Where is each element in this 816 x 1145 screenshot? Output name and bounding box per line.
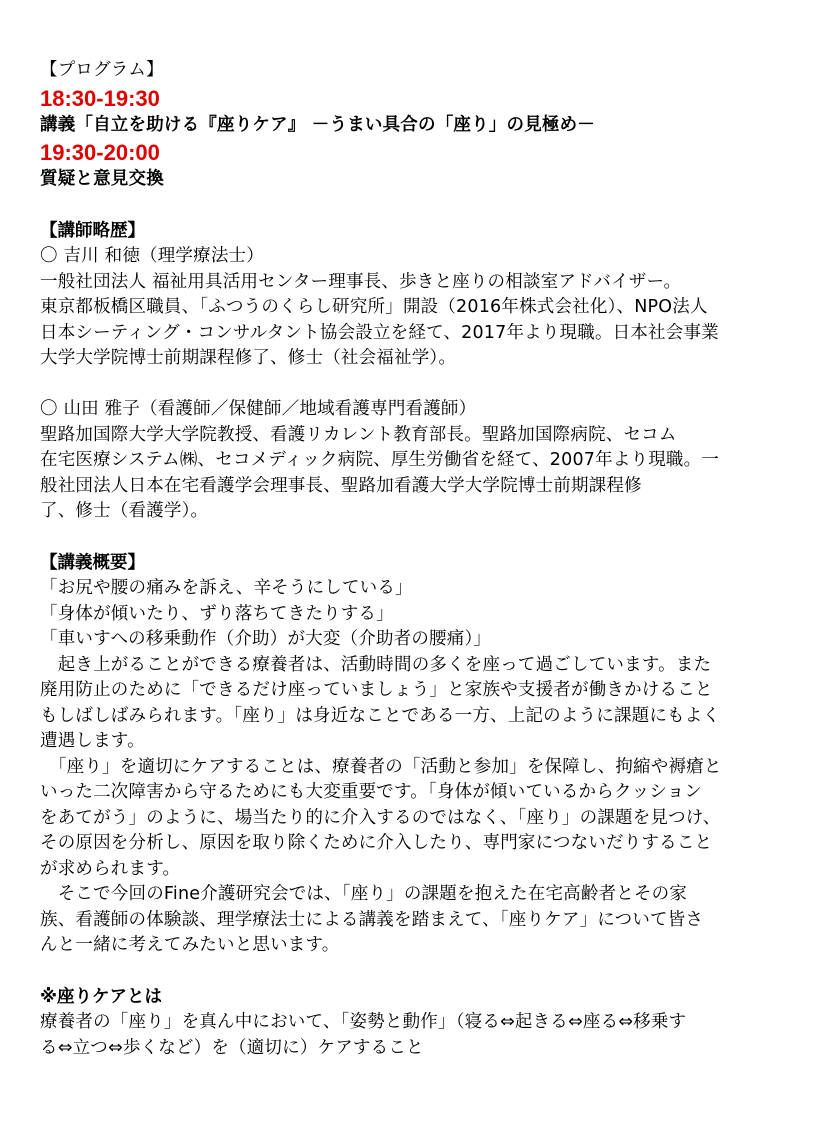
overview-line-3: 「車いすへの移乗動作（介助）が大変（介助者の腰痛）」 <box>40 629 492 649</box>
spacer <box>40 193 780 219</box>
overview-line-6: もしばしばみられます。「座り」は身近なことである一方、上記のように課題にもよく <box>40 705 721 726</box>
lecturer-bio-1-line-2: 東京都板橋区職員、「ふつうのくらし研究所」開設（2016年株式会社化）、NPO法人 <box>40 297 708 317</box>
overview-line-13: そこで今回のFine介護研究会では、「座り」の課題を抱えた在宅高齢者とその家 <box>40 884 688 904</box>
lecturer-bio-1-line-3: 日本シーティング・コンサルタント協会設立を経て、2017年より現職。日本社会事業 <box>40 322 719 343</box>
overview-line-10: をあてがう」のように、場当たり的に介入するのではなく、「座り」の課題を見つけ、 <box>40 807 721 828</box>
session-time-2: 19:30-20:00 <box>40 140 160 165</box>
lecturer-bio-2-line-2: 在宅医療システム㈱、セコメディック病院、厚生労働省を経て、2007年より現職。一 <box>40 450 720 470</box>
lecturer-name-1: 〇 吉川 和徳（理学療法士） <box>40 246 264 266</box>
definition-line-2: る⇔立つ⇔歩くなど）を（適切に）ケアすること <box>40 1037 424 1058</box>
overview-line-1: 「お尻や腰の痛みを訴え、辛そうにしている」 <box>40 578 413 598</box>
lecturers-heading: 【講師略歴】 <box>40 221 145 241</box>
overview-line-11: その原因を分析し、原因を取り除くために介入したり、専門家につないだりすること <box>40 833 713 853</box>
spacer <box>40 959 780 985</box>
session-time-1: 18:30-19:30 <box>40 85 160 111</box>
overview-line-7: 遭遇します。 <box>40 731 145 751</box>
overview-line-12: が求められます。 <box>40 858 181 879</box>
overview-heading: 【講義概要】 <box>40 553 145 573</box>
lecturer-bio-1-line-4: 大学大学院博士前期課程修了、修士（社会福祉学）。 <box>40 348 457 368</box>
lecturer-bio-1-line-1: 一般社団法人 福祉用具活用センター理事長、歩きと座りの相談室アドバイザー。 <box>40 271 682 292</box>
overview-line-5: 廃用防止のために「できるだけ座っていましょう」と家族や支援者が働きかけること <box>40 680 713 700</box>
lecturer-name-2: 〇 山田 雅子（看護師／保健師／地域看護専門看護師） <box>40 399 477 419</box>
lecturer-bio-2-line-4: 了、修士（看護学）。 <box>40 501 209 521</box>
overview-line-14: 族、看護師の体験談、理学療法士による講義を踏まえて、「座りケア」について皆さ <box>40 909 704 930</box>
overview-line-2: 「身体が傾いたり、ずり落ちてきたりする」 <box>40 603 394 624</box>
spacer <box>40 372 780 398</box>
lecturer-bio-2-line-3: 般社団法人日本在宅看護学会理事長、聖路加看護大学大学院博士前期課程修 <box>40 475 642 496</box>
document-page <box>40 58 780 1061</box>
overview-line-4: 起き上がることができる療養者は、活動時間の多くを座って過ごしています。また <box>40 654 712 675</box>
definition-heading: ※座りケアとは <box>40 987 163 1007</box>
overview-line-9: いった二次障害から守るためにも大変重要です。「身体が傾いているからクッション <box>40 782 703 802</box>
session-title-2: 質疑と意見交換 <box>40 169 164 189</box>
spacer <box>40 525 780 551</box>
overview-line-15: んと一緒に考えてみたいと思います。 <box>40 935 340 955</box>
definition-line-1: 療養者の「座り」を真ん中において、「姿勢と動作」（寝る⇔起きる⇔座る⇔移乗す <box>40 1012 687 1032</box>
overview-line-8: 「座り」を適切にケアすることは、療養者の「活動と参加」を保障し、拘縮や褥瘡と <box>40 756 722 777</box>
program-heading: 【プログラム】 <box>40 60 164 80</box>
session-title-1: 講義「自立を助ける『座りケア』 －うまい具合の「座り」の見極め－ <box>40 114 595 135</box>
lecturer-bio-2-line-1: 聖路加国際大学大学院教授、看護リカレント教育部長。聖路加国際病院、セコム <box>40 424 677 445</box>
